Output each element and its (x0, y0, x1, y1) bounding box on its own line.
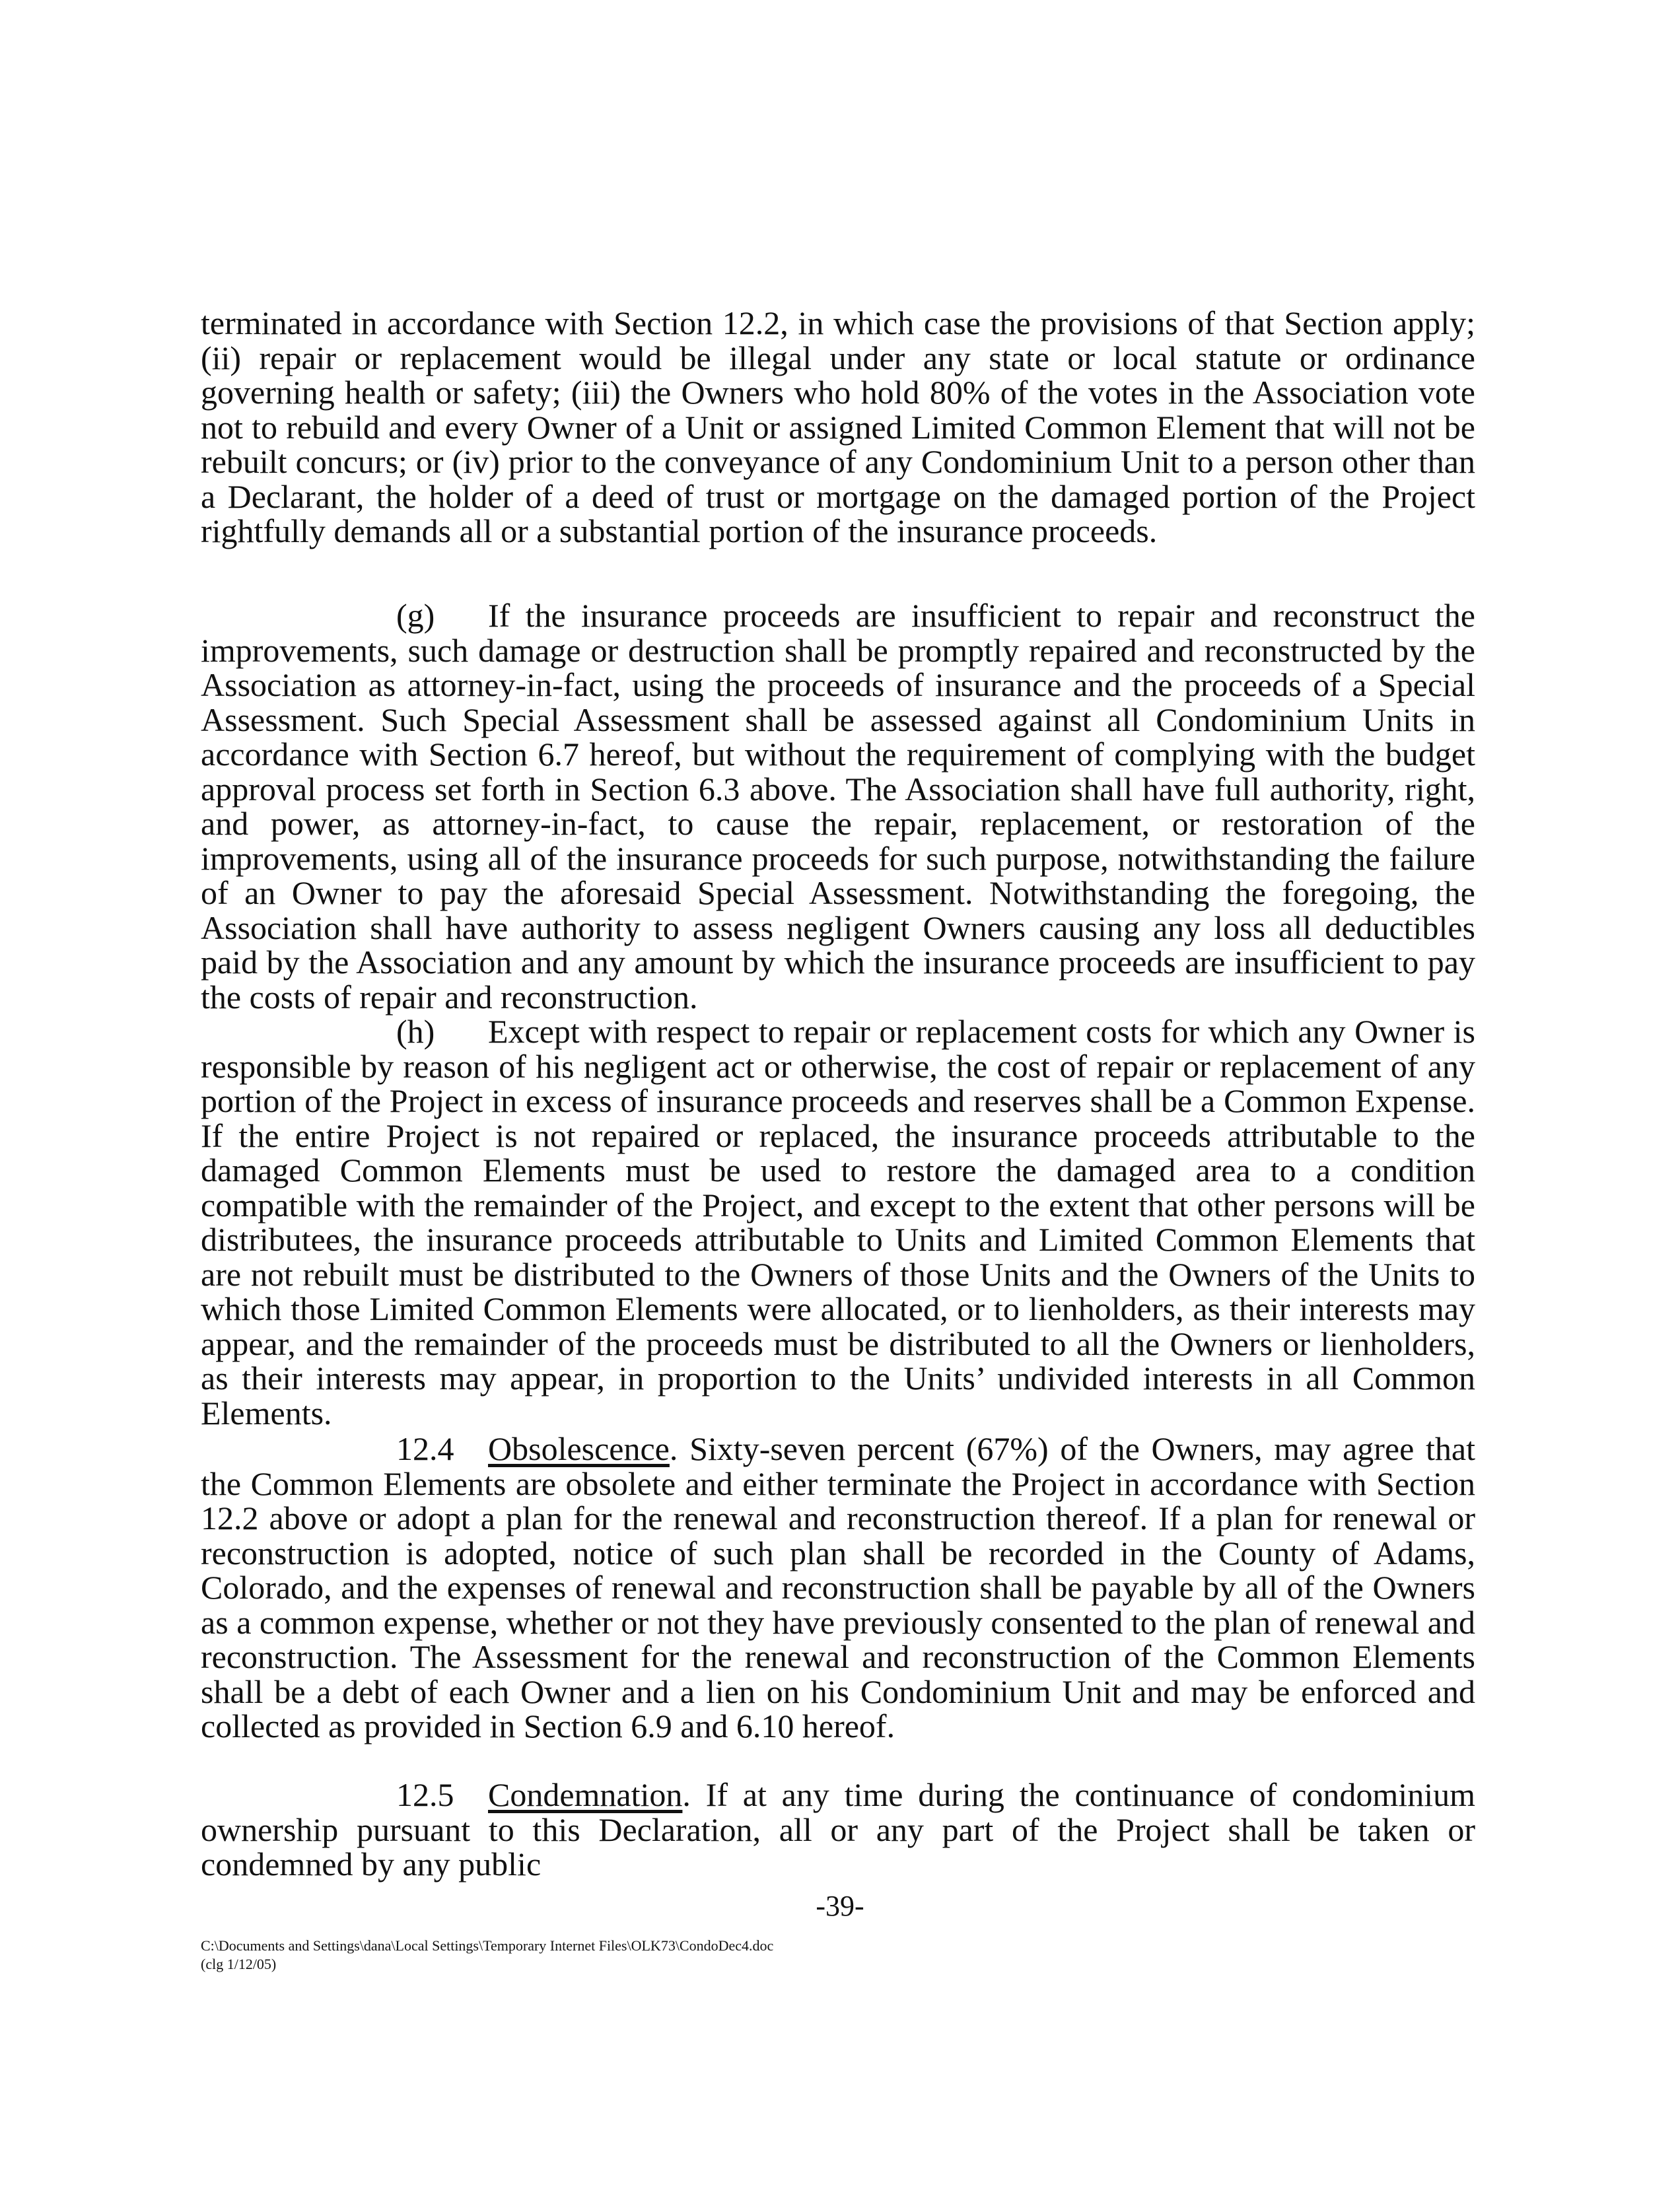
subsection-label: (g) (396, 597, 435, 634)
footer-doc-stamp: (clg 1/12/05) (201, 1956, 277, 1972)
section-12-4: 12.4 Obsolescence. Sixty-seven percent (67%) of the Owners, may agree that the Common Elements are obsolete and either terminate the Project in accordance with Section 12.2 above or adopt a plan for the renewal and reconstruction thereof. If a plan for renewal or reconstruction is adopted, notice of such plan shall be recorded in the County of Adams, Colorado, and the expenses of renewal and reconstruction shall be payable by all of the Owners as a common expense, whether or not they have previously consented to the plan of renewal and reconstruction. The Assessment for the renewal and reconstruction of the Common Elements shall be a debt of each Owner and a lien on his Condominium Unit and may be enforced and collected as provided in Section 6.9 and 6.10 hereof. (201, 1430, 1475, 1744)
section-12-5: 12.5 Condemnation. If at any time during the continuance of condominium ownership pursuant to this Declaration, all or any part of the Project shall be taken or condemned by any public (201, 1776, 1475, 1882)
section-number: 12.5 (396, 1776, 454, 1813)
page-number: -39- (816, 1890, 864, 1922)
paragraph-continuation (201, 306, 1475, 549)
subsection-text: Except with respect to repair or replacement costs for which any Owner is responsible by reason of his negligent act or otherwise, the cost of repair or replacement of any portion of the Project in excess of insurance proceeds and reserves shall be a Common Expense. If the entire Project is not repaired or replaced, the insurance proceeds attributable to the damaged Common Elements must be used to restore the damaged area to a condition compatible with the remainder of the Project, and except to the extent that other persons will be distributees, the insurance proceeds attributable to Units and Limited Common Elements that are not rebuilt must be distributed to the Owners of those Units and the Owners of the Units to which those Limited Common Elements were allocated, or to lienholders, as their interests may appear, and the remainder of the proceeds must be distributed to all the Owners or lienholders, as their interests may appear, in proportion to the Units’ undivided interests in all Common Elements. (201, 1013, 1475, 1432)
section-heading: Condemnation (488, 1776, 683, 1813)
subsection-text: If the insurance proceeds are insufficient to repair and reconstruct the improvements, such damage or destruction shall be promptly repaired and reconstructed by the Association as attorney-in-fact, using the proceeds of insurance and the proceeds of a Special Assessment. Such Special Assessment shall be assessed against all Condominium Units in accordance with Section 6.7 hereof, but without the requirement of complying with the budget approval process set forth in Section 6.3 above. The Association shall have full authority, right, and power, as attorney-in-fact, to cause the repair, replacement, or restoration of the improvements, using all of the insurance proceeds for such purpose, notwithstanding the failure of an Owner to pay the aforesaid Special Assessment. Notwithstanding the foregoing, the Association shall have authority to assess negligent Owners causing any loss all deductibles paid by the Association and any amount by which the insurance proceeds are insufficient to pay the costs of repair and reconstruction. (201, 597, 1475, 1016)
section-text: Sixty-seven percent (67%) of the Owners, may agree that the Common Elements are obsolete and either terminate the Project in accordance with Section 12.2 above or adopt a plan for the renewal and reconstruction thereof. If a plan for renewal or reconstruction is adopted, notice of such plan shall be recorded in the County of Adams, Colorado, and the expenses of renewal and reconstruction shall be payable by all of the Owners as a common expense, whether or not they have previously consented to the plan of renewal and reconstruction. The Assessment for the renewal and reconstruction of the Common Elements shall be a debt of each Owner and a lien on his Condominium Unit and may be enforced and collected as provided in Section 6.9 and 6.10 hereof. (201, 1430, 1475, 1744)
paragraph-text: terminated in accordance with Section 12.2, in which case the provisions of that Section apply; (ii) repair or replacement would be illegal under any state or local statute or ordinance governing health or safety; (iii) the Owners who hold 80% of the votes in the Association vote not to rebuild and every Owner of a Unit or assigned Limited Common Element that will not be rebuilt concurs; or (iv) prior to the conveyance of any Condominium Unit to a person other than a Declarant, the holder of a deed of trust or mortgage on the damaged portion of the Project rightfully demands all or a substantial portion of the insurance proceeds. (201, 304, 1475, 549)
subsection-h (201, 1014, 1475, 1430)
section-number: 12.4 (396, 1430, 454, 1467)
section-text: If at any time during the continuance of condominium ownership pursuant to this Declaration, all or any part of the Project shall be taken or condemned by any public (201, 1776, 1475, 1882)
section-heading: Obsolescence (488, 1430, 670, 1467)
subsection-label: (h) (396, 1013, 435, 1050)
footer-file-path: C:\Documents and Settings\dana\Local Settings\Temporary Internet Files\OLK73\CondoDec4.doc (201, 1937, 774, 1954)
subsection-g (201, 598, 1475, 1014)
